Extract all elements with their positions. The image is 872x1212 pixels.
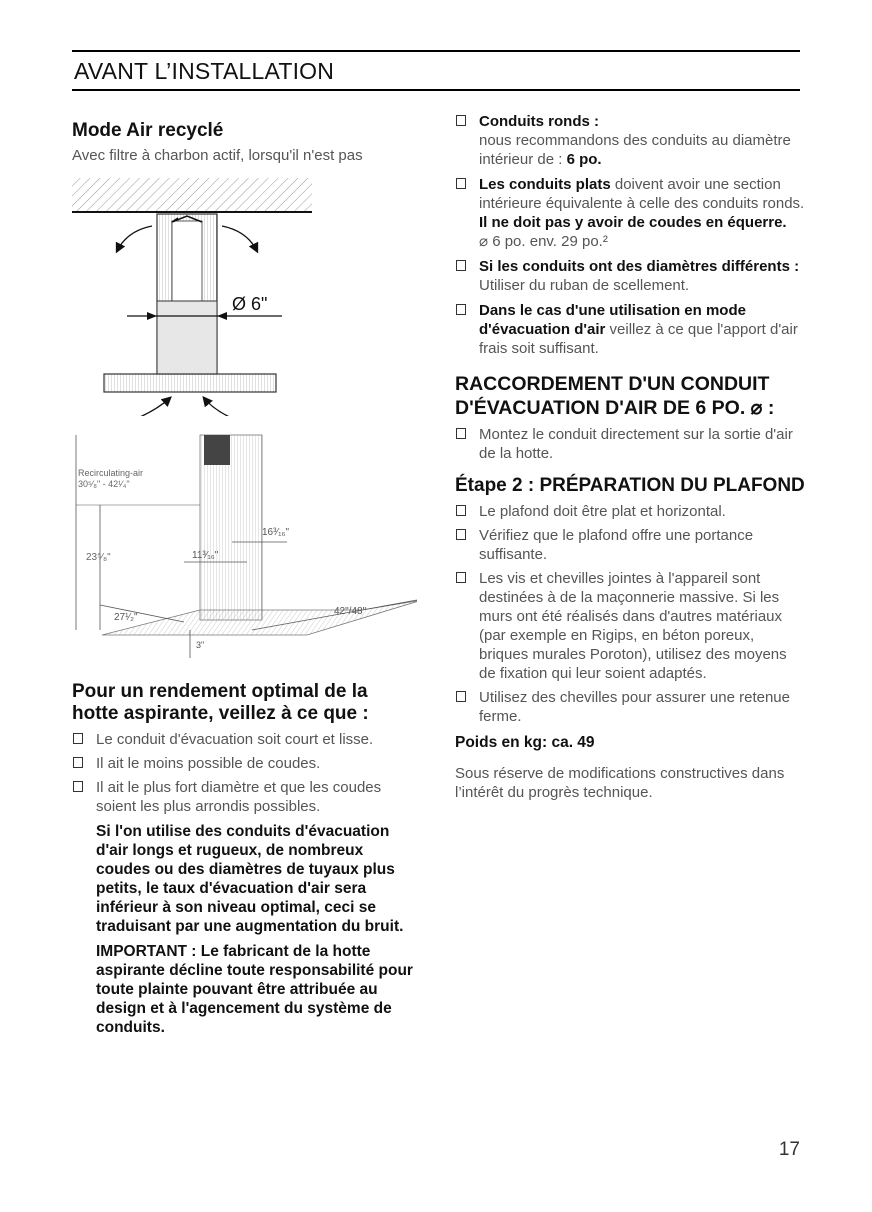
dims-width-inner: 16³⁄₁₆": [262, 527, 290, 538]
list-item-text: Il ait le moins possible de coudes.: [96, 755, 321, 772]
list-item: [455, 688, 805, 726]
checkbox-icon: [73, 733, 83, 744]
left-column: [72, 112, 417, 1037]
diameter-arrow-out: [217, 312, 227, 320]
etape-list: [455, 502, 805, 726]
list-item: [455, 175, 805, 251]
checkbox-icon: [456, 178, 466, 189]
right-column: [455, 112, 805, 802]
list-item-text: Le plafond doit être plat et horizontal.: [479, 503, 726, 520]
dims-recirc-range: 30⁵⁄₈" - 42¹⁄₄": [78, 479, 130, 489]
item-title: Si les conduits ont des diamètres différents :: [479, 258, 800, 275]
checkbox-icon: [456, 529, 466, 540]
item-text: doivent avoir une section intérieure équivalente à celle des conduits ronds.: [479, 176, 805, 212]
checkbox-icon: [456, 572, 466, 583]
raccord-list: [455, 425, 805, 463]
item-text: nous recommandons des conduits au diamètre intérieur de :: [479, 132, 791, 168]
page-title: AVANT L’INSTALLATION: [74, 58, 335, 84]
checkbox-icon: [456, 304, 466, 315]
rendement-list: [72, 730, 417, 816]
ceiling-hatch: [72, 178, 312, 212]
list-item-text: Il ait le plus fort diamètre et que les coudes soient les plus arrondis possibles.: [96, 779, 382, 815]
list-item: [455, 257, 805, 295]
page-number: 17: [778, 1139, 800, 1160]
list-item: [455, 425, 805, 463]
item-value: 6 po.: [566, 151, 602, 168]
rendement-heading: Pour un rendement optimal de la hotte aspirante, veillez à ce que :: [72, 681, 369, 724]
item-title: Conduits ronds :: [479, 113, 599, 130]
item-text: Utiliser du ruban de scellement.: [479, 277, 690, 294]
air-out-arrow-right: [222, 226, 257, 251]
dims-chimney-vent: [204, 435, 230, 465]
dims-height-label: 23⁵⁄₈": [86, 552, 111, 563]
dims-depth-line: [100, 605, 184, 622]
list-item: [72, 730, 417, 749]
list-item: [455, 526, 805, 564]
warning-paragraph: Si l'on utilise des conduits d'évacuation d'air longs et rugueux, de nombreux coudes ou des diamètres de tuyaux plus petits, le taux d'évacuation d'air sera inférieur à son niveau optimal, ceci se traduisant par une augmentation du bruit.: [96, 823, 404, 935]
etape-heading: Étape 2 : PRÉPARATION DU PLAFOND: [455, 475, 805, 496]
list-item-text: Vérifiez que le plafond offre une portance suffisante.: [479, 527, 754, 563]
dimensions-diagram: [72, 430, 417, 665]
list-item-text: Montez le conduit directement sur la sortie d'air de la hotte.: [479, 426, 793, 462]
checkbox-icon: [456, 428, 466, 439]
list-item: [455, 569, 805, 683]
list-item-text: Les vis et chevilles jointes à l'appareil sont destinées à de la maçonnerie massive. Si les murs ont été réalisés dans d'autres matériaux (par exemple en Rigips, en béton poreux, briques murales Poroton), utilisez des moyens de fixation qui leur soient adaptés.: [479, 570, 787, 682]
weight-heading: Poids en kg: ca. 49: [455, 734, 595, 751]
important-paragraph: IMPORTANT : Le fabricant de la hotte aspirante décline toute responsabilité pour toute plainte pouvant être attribuée au design et à l'agencement du système de conduits.: [96, 943, 413, 1036]
air-out-arrow-left: [117, 226, 152, 251]
air-in-arrow-right: [204, 398, 247, 416]
checkbox-icon: [73, 757, 83, 768]
list-item: [455, 112, 805, 169]
dims-thickness: 3": [196, 640, 205, 650]
header-rule-bottom: [72, 89, 800, 91]
header-rule-top: [72, 50, 800, 52]
item-text: veillez à ce que l'apport d'air frais soit suffisant.: [479, 321, 798, 357]
checkbox-icon: [456, 115, 466, 126]
mode-heading: Mode Air recyclé: [72, 120, 224, 141]
hood-body: [104, 374, 276, 392]
list-item-text: Utilisez des chevilles pour assurer une retenue ferme.: [479, 689, 790, 725]
dims-width-outer: 42"/48": [334, 606, 367, 617]
item-bold-note: Il ne doit pas y avoir de coudes en équerre.: [479, 214, 787, 231]
list-item: [455, 301, 805, 358]
chimney-lower: [157, 301, 217, 374]
checkbox-icon: [73, 781, 83, 792]
dims-width-small: 11³⁄₁₆": [192, 550, 219, 561]
checkbox-icon: [456, 691, 466, 702]
diameter-arrow-in: [147, 312, 157, 320]
checkbox-icon: [456, 260, 466, 271]
item-title: Dans le cas d'une utilisation en mode d'évacuation d'air: [479, 302, 746, 338]
diameter-label: Ø 6": [232, 294, 268, 314]
item-title: Les conduits plats: [479, 176, 611, 193]
raccord-heading: RACCORDEMENT D'UN CONDUIT D'ÉVACUATION D'AIR DE 6 PO. ⌀ :: [455, 373, 775, 419]
dims-recirc-label: Recirculating-air: [78, 468, 144, 478]
list-item-text: Le conduit d'évacuation soit court et lisse.: [96, 731, 374, 748]
duct-list: [455, 112, 805, 358]
mode-text: Avec filtre à charbon actif, lorsqu'il n'est pas: [72, 147, 363, 164]
dims-depth-label: 27¹⁄₂": [114, 612, 138, 623]
list-item: [455, 502, 805, 521]
recirculation-diagram: [72, 176, 372, 416]
checkbox-icon: [456, 505, 466, 516]
weight-note: Sous réserve de modifications constructives dans l’intérêt du progrès technique.: [455, 765, 785, 801]
list-item: [72, 778, 417, 816]
item-note: ⌀ 6 po. env. 29 po.²: [479, 233, 608, 250]
list-item: [72, 754, 417, 773]
chimney-inner: [172, 221, 202, 301]
air-in-arrow-left: [122, 398, 170, 416]
